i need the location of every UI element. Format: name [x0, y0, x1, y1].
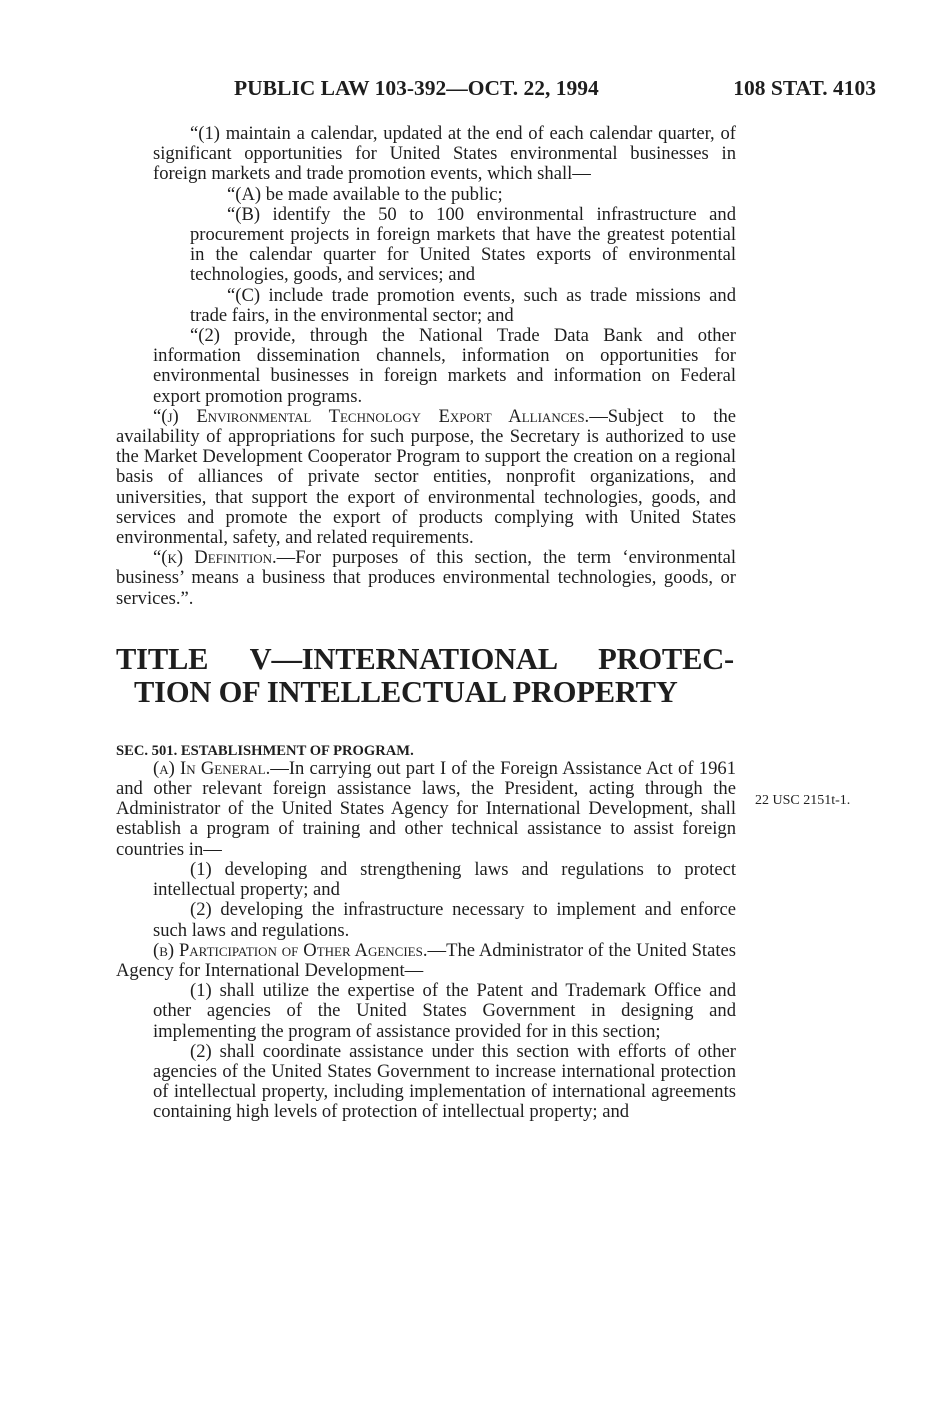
section-heading: SEC. 501. ESTABLISHMENT OF PROGRAM.: [116, 742, 414, 759]
subsection-b-text: —The Administrator of the United States Agency for International Development—: [116, 939, 737, 981]
paragraph-public-availability: “(A) be made available to the public;: [227, 183, 503, 205]
usc-margin-note: 22 USC 2151t-1.: [755, 793, 851, 808]
paragraph-trade-data-bank: “(2) provide, through the National Trade Data Bank and other information dissemination channels, information on opportunities for environmental businesses in foreign markets and information on Federal export promotion programs.: [153, 325, 736, 407]
title-heading: [116, 643, 736, 709]
title-line-2: TION OF INTELLECTUAL PROPERTY: [134, 674, 678, 709]
statute-page-reference: 108 STAT. 4103: [733, 76, 876, 100]
paragraph-b1: (1) shall utilize the expertise of the Patent and Trademark Office and other agencies of the United States Government in designing and implementing the program of assistance provided for in this section;: [153, 980, 736, 1042]
paragraph-trade-events: “(C) include trade promotion events, such as trade missions and trade fairs, in the environmental sector; and: [190, 284, 736, 326]
subsection-a-heading: (a) In General.: [153, 757, 271, 779]
paragraph-a1: (1) developing and strengthening laws and regulations to protect intellectual property; and: [153, 858, 736, 901]
paragraph-definition: [116, 548, 736, 609]
paragraph-participation: [116, 941, 736, 981]
title-line-1: TITLE V—INTERNATIONAL PROTEC-: [116, 641, 734, 676]
paragraph-identify-projects: “(B) identify the 50 to 100 environmental infrastructure and procurement projects in foreign markets that have the greatest potential in the calendar quarter for United States exports of environmental technologies, goods, and services; and: [190, 203, 736, 286]
paragraph-a2: (2) developing the infrastructure necessary to implement and enforce such laws and regulations.: [153, 899, 736, 941]
subsection-k-heading: “(k) Definition.: [153, 547, 277, 569]
subsection-a-text: —In carrying out part I of the Foreign Assistance Act of 1961 and other relevant foreign assistance laws, the President, acting through the Administrator of the United States Agency for International Development, shall establish a program of training and other technical assistance to assist foreign countries in—: [116, 757, 736, 860]
running-title: PUBLIC LAW 103-392—OCT. 22, 1994: [234, 76, 599, 100]
paragraph-in-general: [116, 759, 736, 860]
paragraph-b2: (2) shall coordinate assistance under this section with efforts of other agencies of the United States Government to increase international protection of intellectual property, including implementation of international agreements containing high levels of protection of intellectual property; and: [153, 1040, 736, 1123]
document-body: [116, 124, 736, 1123]
running-header: [116, 76, 876, 102]
subsection-k-text: —For purposes of this section, the term ‘environmental business’ means a business that produces environmental technologies, goods, or services.”.: [116, 547, 736, 609]
subsection-j-heading: “(j) Environmental Technology Export Alliances.: [153, 405, 590, 427]
subsection-b-heading: (b) Participation of Other Agencies.: [153, 939, 428, 961]
paragraph-export-alliances: [116, 407, 736, 548]
paragraph-calendar: “(1) maintain a calendar, updated at the end of each calendar quarter, of significant opportunities for United States environmental businesses in foreign markets and trade promotion events, which shall—: [153, 123, 736, 185]
subsection-j-text: —Subject to the availability of appropriations for such purpose, the Secretary is authorized to use the Market Development Cooperator Program to support the creation on a regional basis of alliances of private sector entities, nonprofit organizations, and universities, that support the export of environmental technologies, goods, and services and promote the export of products complying with United States environmental, safety, and related requirements.: [116, 405, 736, 549]
section-heading-row: [116, 739, 736, 759]
